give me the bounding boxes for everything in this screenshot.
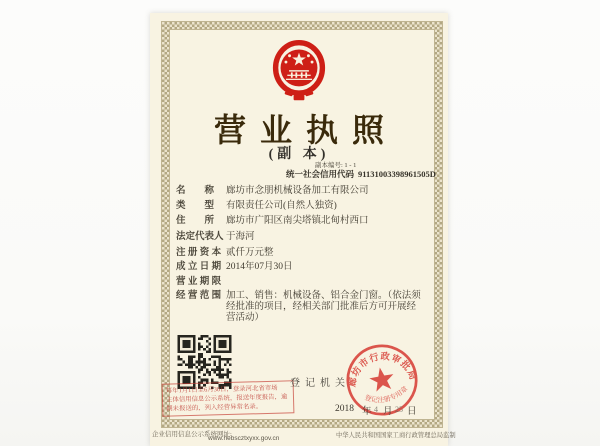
footer-public-system-label: 企业信用信息公示系统网址:: [152, 431, 232, 438]
date-day: 25: [395, 405, 403, 414]
field-row-founded: [176, 262, 293, 273]
field-label: 类 型: [176, 201, 215, 211]
field-row-capital: [176, 248, 274, 259]
date-month-suffix: 月: [383, 407, 393, 417]
license-title: 营业执照: [213, 112, 398, 148]
field-row-name: [176, 186, 369, 197]
license-subtitle: (副 本): [268, 147, 330, 162]
field-value: 于海河: [226, 232, 255, 242]
field-label: 成 立 日 期: [176, 262, 222, 272]
license-paper: [150, 13, 456, 446]
field-label: 名 称: [176, 186, 215, 196]
field-row-scope: [176, 291, 422, 324]
field-row-address: [176, 216, 369, 227]
credit-code-value: 91131003398961505D: [358, 169, 436, 179]
date-year-suffix: 年: [362, 407, 372, 417]
credit-code-label: 统一社会信用代码: [286, 169, 355, 179]
field-value: 廊坊市广阳区南尖塔镇北甸村西口: [226, 216, 369, 226]
footer-issuer-label: 中华人民共和国国家工商行政管理总局监制: [336, 432, 456, 439]
seal-bottom-text: 登记注册专用章: [363, 385, 410, 405]
date-month: 4: [374, 405, 378, 414]
credit-code-line: [286, 168, 436, 180]
registration-authority-label: 登记机关: [290, 378, 350, 389]
notice-line: 期未报送的，列入经营异常名录。: [166, 403, 263, 413]
notice-line: 每年1月1日至6月30日，登录河北省市场: [165, 384, 278, 395]
footer-public-system-url: www.hebscztxyxx.gov.cn: [208, 435, 280, 442]
field-row-type: [176, 201, 337, 212]
field-label: 法定代表人: [176, 232, 224, 242]
field-row-legal-rep: [176, 232, 255, 243]
field-value: 2014年07月30日: [226, 262, 293, 272]
field-value: 加工、销售：机械设备、铝合金门窗。（依法须经批准的项目，经相关部门批准后方可开展经营活动）: [226, 291, 421, 323]
field-label: 营 业 期 限: [176, 277, 222, 287]
date-day-suffix: 日: [407, 407, 417, 417]
seal-top-text: 廊坊市行政审批局: [347, 352, 418, 388]
field-label: 经 营 范 围: [176, 291, 222, 301]
annual-report-notice-stamp: [162, 380, 295, 416]
date-year: 2018: [335, 404, 354, 414]
field-value: 有限责任公司(自然人独资): [226, 201, 337, 211]
field-row-term: [176, 277, 226, 288]
field-label: 注 册 资 本: [176, 248, 222, 258]
qr-code: [177, 335, 232, 389]
field-value: 贰仟万元整: [226, 248, 274, 258]
national-emblem-icon: [272, 40, 326, 103]
field-label: 住 所: [176, 216, 215, 226]
field-value: 廊坊市念朋机械设备加工有限公司: [226, 186, 369, 196]
copy-number: 副本编号: 1 - 1: [315, 162, 357, 169]
notice-line: 主体信用信息公示系统，报送年度报告，逾: [165, 393, 288, 404]
